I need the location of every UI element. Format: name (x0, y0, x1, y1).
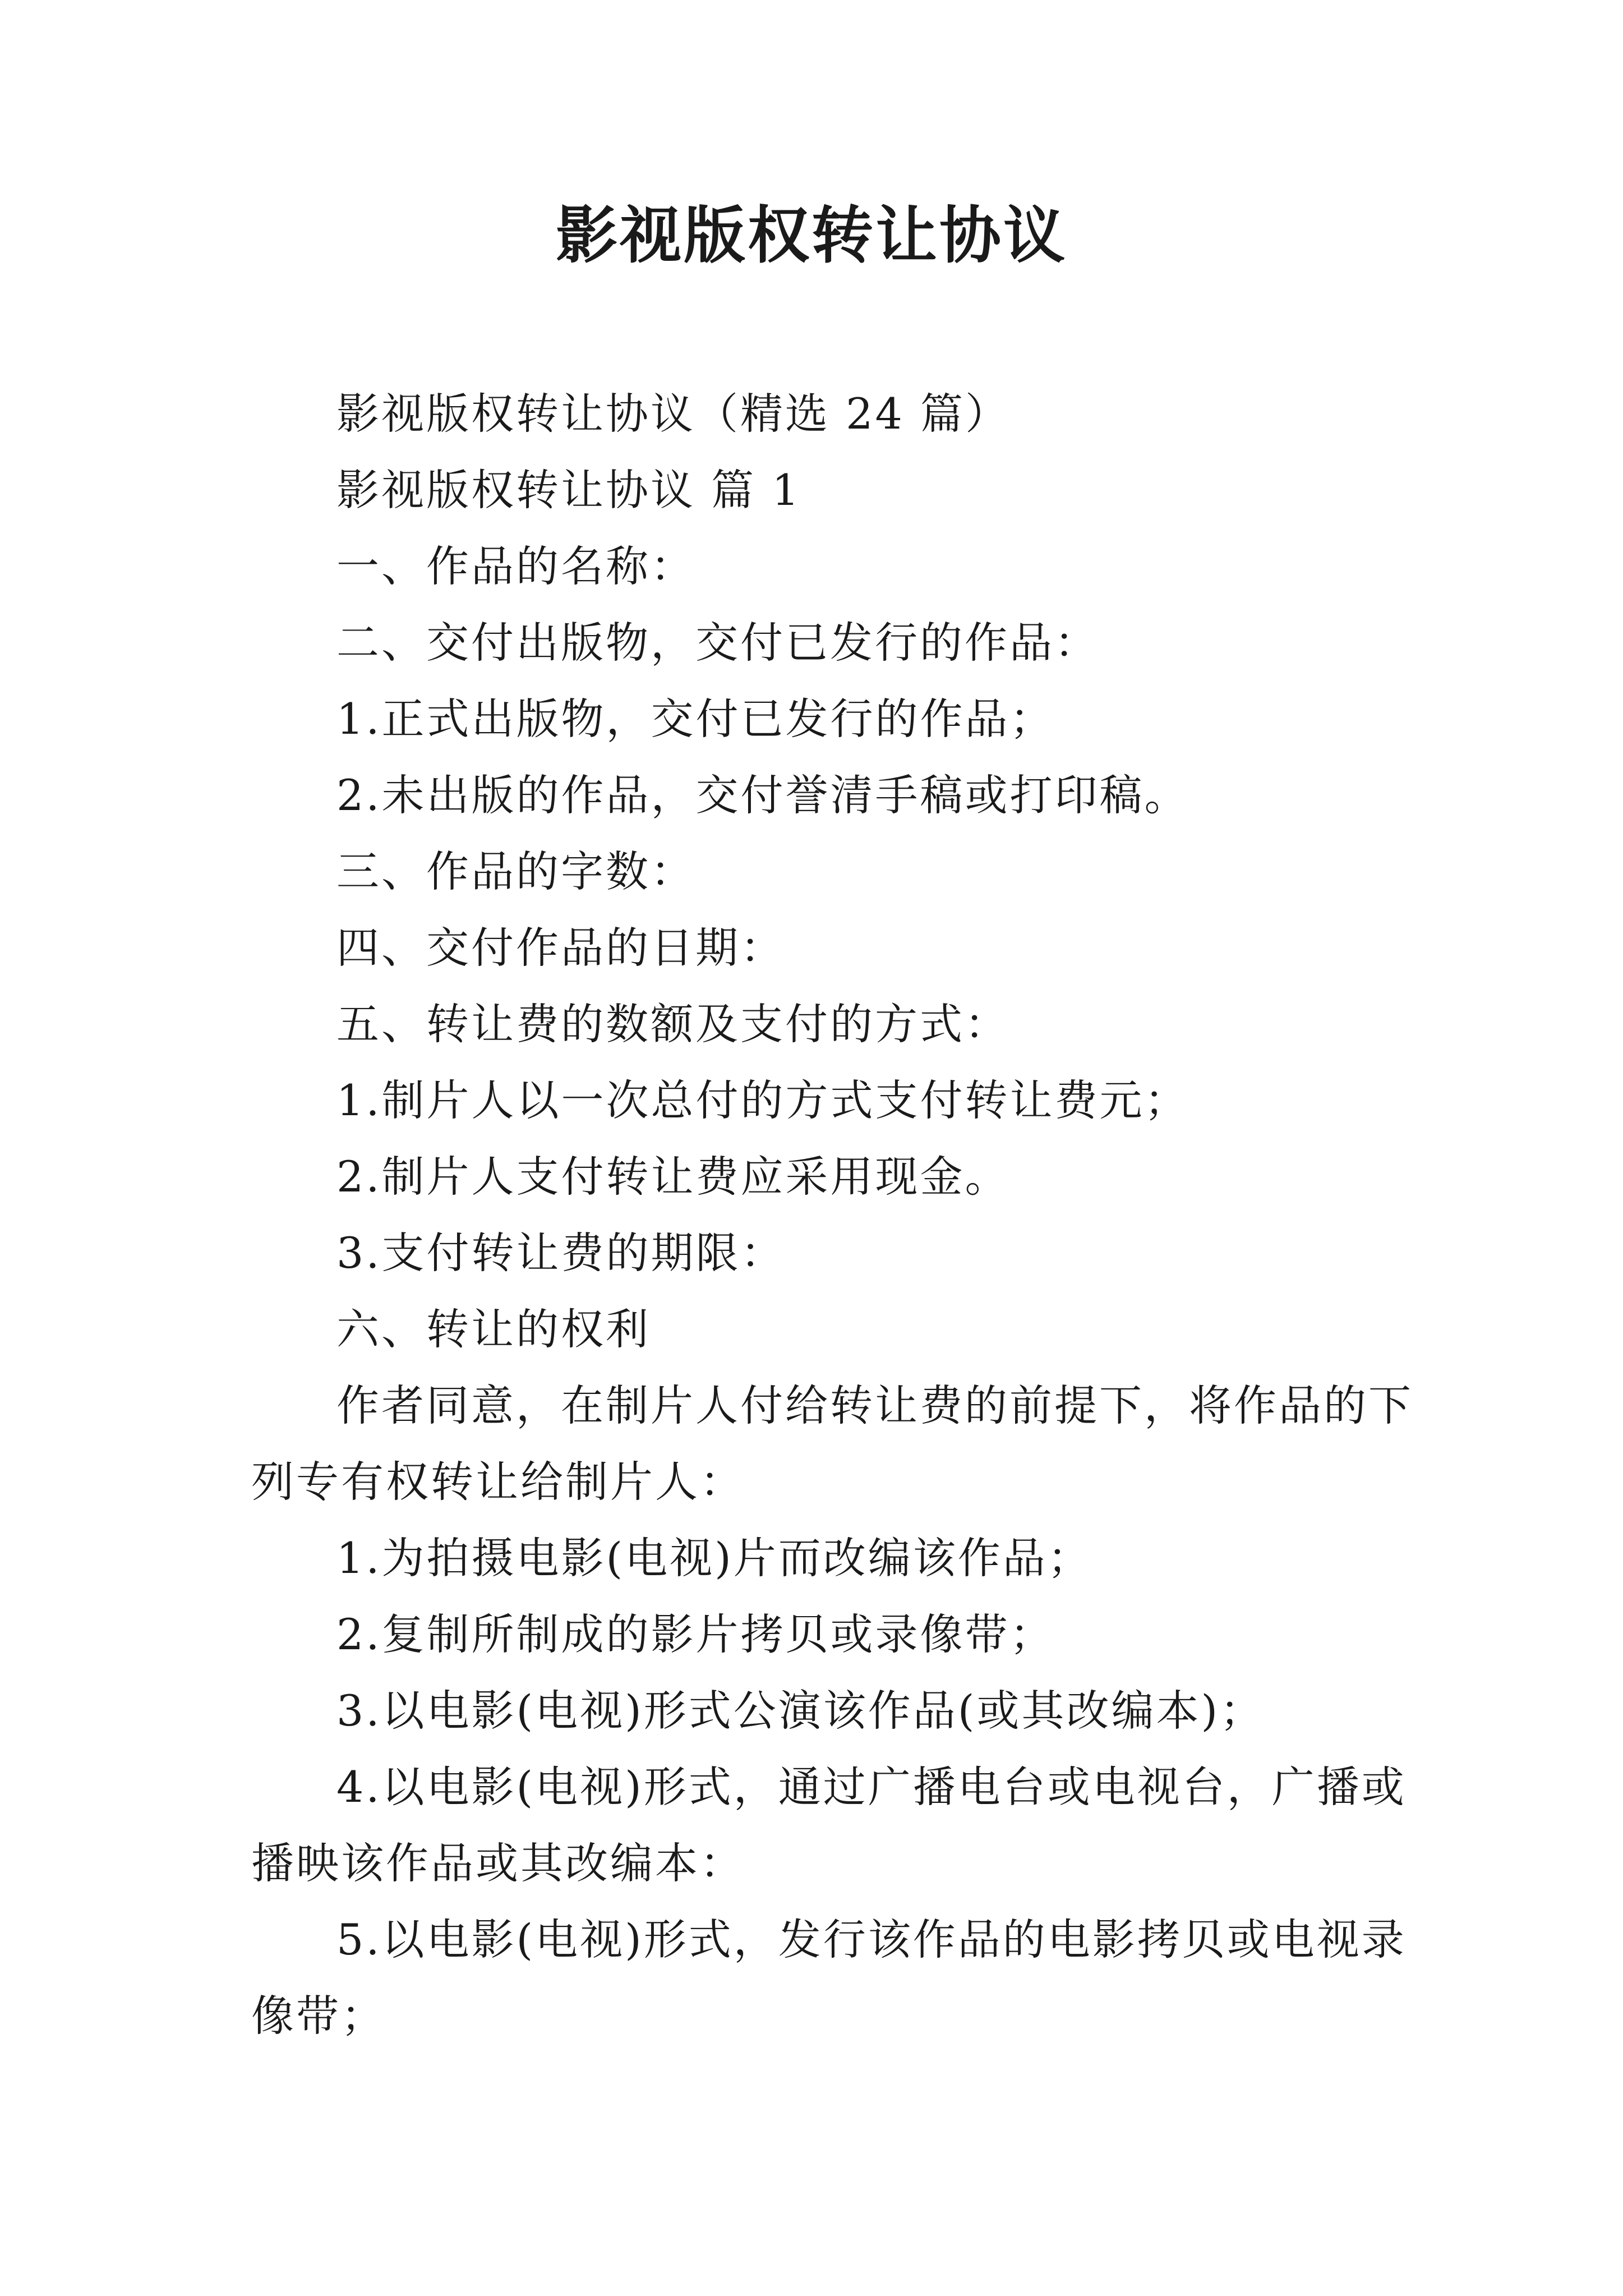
document-line: 一、作品的名称： (336, 541, 695, 591)
document-title: 影视版权转让协议 (556, 199, 1067, 272)
document-line: 五、转让费的数额及支付的方式： (336, 999, 1009, 1049)
document-line: 2.制片人支付转让费应采用现金。 (336, 1152, 1010, 1202)
document-line: 作者同意，在制片人付给转让费的前提下，将作品的下 (336, 1381, 1413, 1430)
document-line: 影视版权转让协议（精选 24 篇） (336, 389, 1011, 439)
document-line: 三、作品的字数： (336, 846, 695, 896)
document-line: 5.以电影(电视)形式，发行该作品的电影拷贝或电视录 (336, 1915, 1407, 1964)
document-line: 2.复制所制成的影片拷贝或录像带； (336, 1609, 1055, 1659)
document-line: 播映该作品或其改编本： (251, 1838, 745, 1888)
document-line: 3.以电影(电视)形式公演该作品(或其改编本)； (336, 1686, 1265, 1736)
document-line: 像带； (251, 1991, 386, 2041)
document-line: 1.正式出版物，交付已发行的作品； (336, 694, 1055, 744)
document-line: 四、交付作品的日期： (336, 923, 785, 973)
document-body (251, 376, 1413, 2054)
document-line: 1.制片人以一次总付的方式支付转让费元； (336, 1075, 1189, 1125)
document-line: 影视版权转让协议 篇 1 (336, 465, 801, 515)
document-line: 列专有权转让给制片人： (251, 1457, 745, 1507)
document-line: 3.支付转让费的期限： (336, 1228, 786, 1278)
document-line: 2.未出版的作品，交付誉清手稿或打印稿。 (336, 770, 1189, 820)
document-line: 4.以电影(电视)形式，通过广播电台或电视台，广播或 (336, 1762, 1407, 1812)
document-line: 1.为拍摄电影(电视)片而改编该作品； (336, 1533, 1092, 1583)
document-line: 二、交付出版物，交付已发行的作品： (336, 618, 1099, 668)
document-line: 六、转让的权利 (336, 1304, 651, 1354)
